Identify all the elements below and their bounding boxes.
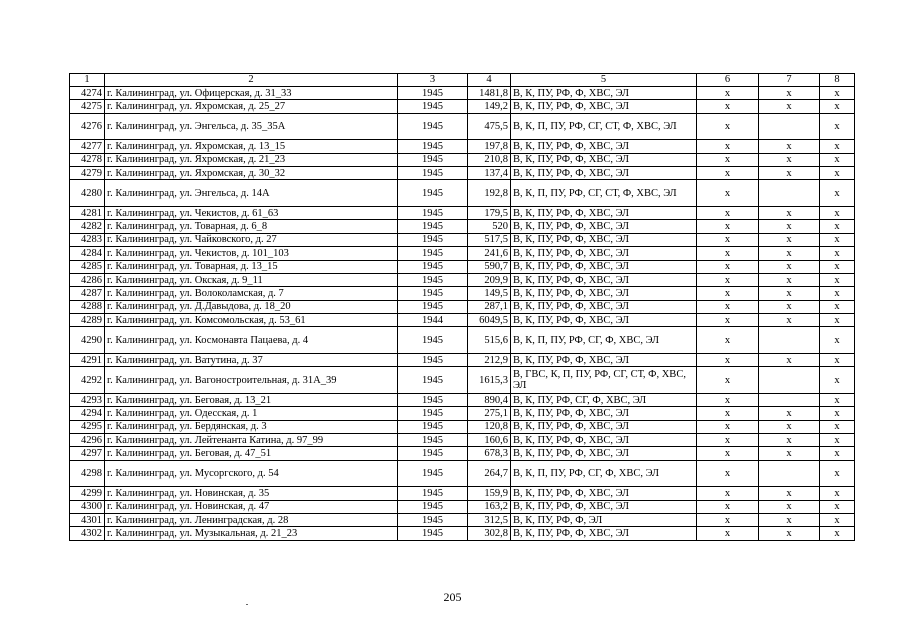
col7-mark-cell: x (759, 247, 820, 260)
row-number-cell: 4291 (70, 353, 105, 366)
col8-mark-cell: x (820, 273, 855, 286)
col8-mark-cell: x (820, 220, 855, 233)
table-row (70, 220, 855, 233)
table-row (70, 287, 855, 300)
col6-mark-cell: x (697, 353, 759, 366)
col7-mark-cell: x (759, 87, 820, 100)
col7-mark-cell (759, 180, 820, 207)
col6-mark-cell: x (697, 247, 759, 260)
col7-mark-cell: x (759, 487, 820, 500)
systems-cell: В, К, ПУ, РФ, Ф, ХВС, ЭЛ (511, 434, 697, 447)
scan-speck (246, 604, 248, 605)
header-cell: 4 (468, 74, 511, 87)
col6-mark-cell: x (697, 87, 759, 100)
address-cell: г. Калининград, ул. Яхромская, д. 25_27 (105, 100, 398, 113)
col7-mark-cell: x (759, 287, 820, 300)
systems-cell: В, К, ПУ, РФ, Ф, ХВС, ЭЛ (511, 140, 697, 153)
table-row (70, 206, 855, 219)
systems-cell: В, К, ПУ, РФ, Ф, ХВС, ЭЛ (511, 220, 697, 233)
table-row (70, 100, 855, 113)
row-number-cell: 4275 (70, 100, 105, 113)
col6-mark-cell: x (697, 153, 759, 166)
col8-mark-cell: x (820, 153, 855, 166)
col8-mark-cell: x (820, 233, 855, 246)
table-row (70, 233, 855, 246)
table-row (70, 500, 855, 513)
address-cell: г. Калининград, ул. Чайковского, д. 27 (105, 233, 398, 246)
row-number-cell: 4299 (70, 487, 105, 500)
area-cell: 179,5 (468, 206, 511, 219)
area-cell: 149,2 (468, 100, 511, 113)
address-cell: г. Калининград, ул. Энгельса, д. 35_35А (105, 113, 398, 140)
year-cell: 1945 (398, 393, 468, 406)
systems-cell: В, К, ПУ, РФ, Ф, ХВС, ЭЛ (511, 167, 697, 180)
table-row (70, 447, 855, 460)
address-cell: г. Калининград, ул. Мусоргского, д. 54 (105, 460, 398, 487)
systems-cell: В, К, ПУ, РФ, Ф, ХВС, ЭЛ (511, 314, 697, 327)
year-cell: 1945 (398, 527, 468, 540)
area-cell: 163,2 (468, 500, 511, 513)
address-cell: г. Калининград, ул. Окская, д. 9_11 (105, 273, 398, 286)
col7-mark-cell: x (759, 100, 820, 113)
table-row (70, 314, 855, 327)
row-number-cell: 4289 (70, 314, 105, 327)
col8-mark-cell: x (820, 113, 855, 140)
col8-mark-cell: x (820, 100, 855, 113)
address-cell: г. Калининград, ул. Ватутина, д. 37 (105, 353, 398, 366)
col6-mark-cell: x (697, 180, 759, 207)
address-cell: г. Калининград, ул. Товарная, д. 13_15 (105, 260, 398, 273)
table-body (70, 87, 855, 541)
col8-mark-cell: x (820, 487, 855, 500)
systems-cell: В, К, ПУ, РФ, Ф, ХВС, ЭЛ (511, 500, 697, 513)
year-cell: 1945 (398, 287, 468, 300)
year-cell: 1945 (398, 167, 468, 180)
row-number-cell: 4295 (70, 420, 105, 433)
row-number-cell: 4287 (70, 287, 105, 300)
header-cell: 8 (820, 74, 855, 87)
row-number-cell: 4281 (70, 206, 105, 219)
systems-cell: В, К, П, ПУ, РФ, СГ, Ф, ХВС, ЭЛ (511, 327, 697, 354)
area-cell: 312,5 (468, 514, 511, 527)
col6-mark-cell: x (697, 527, 759, 540)
col6-mark-cell: x (697, 447, 759, 460)
col6-mark-cell: x (697, 300, 759, 313)
area-cell: 197,8 (468, 140, 511, 153)
col6-mark-cell: x (697, 314, 759, 327)
col8-mark-cell: x (820, 180, 855, 207)
col6-mark-cell: x (697, 407, 759, 420)
col8-mark-cell: x (820, 460, 855, 487)
systems-cell: В, К, ПУ, РФ, СГ, Ф, ХВС, ЭЛ (511, 393, 697, 406)
area-cell: 264,7 (468, 460, 511, 487)
address-cell: г. Калининград, ул. Д.Давыдова, д. 18_20 (105, 300, 398, 313)
col8-mark-cell: x (820, 353, 855, 366)
year-cell: 1945 (398, 460, 468, 487)
systems-cell: В, К, ПУ, РФ, Ф, ХВС, ЭЛ (511, 407, 697, 420)
address-cell: г. Калининград, ул. Беговая, д. 47_51 (105, 447, 398, 460)
col6-mark-cell: x (697, 233, 759, 246)
header-cell: 2 (105, 74, 398, 87)
col8-mark-cell: x (820, 287, 855, 300)
area-cell: 890,4 (468, 393, 511, 406)
area-cell: 1481,8 (468, 87, 511, 100)
area-cell: 515,6 (468, 327, 511, 354)
address-cell: г. Калининград, ул. Бердянская, д. 3 (105, 420, 398, 433)
area-cell: 209,9 (468, 273, 511, 286)
header-cell: 1 (70, 74, 105, 87)
table-row (70, 353, 855, 366)
area-cell: 475,5 (468, 113, 511, 140)
row-number-cell: 4301 (70, 514, 105, 527)
col8-mark-cell: x (820, 140, 855, 153)
col7-mark-cell: x (759, 500, 820, 513)
address-cell: г. Калининград, ул. Новинская, д. 47 (105, 500, 398, 513)
col6-mark-cell: x (697, 260, 759, 273)
col6-mark-cell: x (697, 220, 759, 233)
year-cell: 1945 (398, 206, 468, 219)
systems-cell: В, К, ПУ, РФ, Ф, ХВС, ЭЛ (511, 233, 697, 246)
year-cell: 1945 (398, 247, 468, 260)
systems-cell: В, К, ПУ, РФ, Ф, ХВС, ЭЛ (511, 353, 697, 366)
row-number-cell: 4279 (70, 167, 105, 180)
table-row (70, 300, 855, 313)
col7-mark-cell (759, 393, 820, 406)
systems-cell: В, К, П, ПУ, РФ, СГ, СТ, Ф, ХВС, ЭЛ (511, 113, 697, 140)
year-cell: 1945 (398, 233, 468, 246)
page-number: 205 (443, 590, 462, 604)
year-cell: 1945 (398, 220, 468, 233)
address-cell: г. Калининград, ул. Космонавта Пацаева, д. 4 (105, 327, 398, 354)
row-number-cell: 4277 (70, 140, 105, 153)
col7-mark-cell (759, 113, 820, 140)
systems-cell: В, К, ПУ, РФ, Ф, ХВС, ЭЛ (511, 487, 697, 500)
year-cell: 1944 (398, 314, 468, 327)
col7-mark-cell: x (759, 300, 820, 313)
col7-mark-cell: x (759, 434, 820, 447)
systems-cell: В, К, ПУ, РФ, Ф, ХВС, ЭЛ (511, 206, 697, 219)
row-number-cell: 4298 (70, 460, 105, 487)
col8-mark-cell: x (820, 314, 855, 327)
address-cell: г. Калининград, ул. Музыкальная, д. 21_23 (105, 527, 398, 540)
address-cell: г. Калининград, ул. Ленинградская, д. 28 (105, 514, 398, 527)
col7-mark-cell: x (759, 353, 820, 366)
address-cell: г. Калининград, ул. Чекистов, д. 101_103 (105, 247, 398, 260)
row-number-cell: 4274 (70, 87, 105, 100)
systems-cell: В, К, ПУ, РФ, Ф, ХВС, ЭЛ (511, 420, 697, 433)
year-cell: 1945 (398, 273, 468, 286)
header-cell: 5 (511, 74, 697, 87)
col7-mark-cell: x (759, 314, 820, 327)
col6-mark-cell: x (697, 434, 759, 447)
area-cell: 275,1 (468, 407, 511, 420)
table-row (70, 527, 855, 540)
col6-mark-cell: x (697, 206, 759, 219)
col6-mark-cell: x (697, 487, 759, 500)
col8-mark-cell: x (820, 247, 855, 260)
systems-cell: В, К, ПУ, РФ, Ф, ХВС, ЭЛ (511, 287, 697, 300)
col6-mark-cell: x (697, 460, 759, 487)
col7-mark-cell: x (759, 220, 820, 233)
row-number-cell: 4286 (70, 273, 105, 286)
col6-mark-cell: x (697, 113, 759, 140)
systems-cell: В, К, ПУ, РФ, Ф, ХВС, ЭЛ (511, 447, 697, 460)
col8-mark-cell: x (820, 407, 855, 420)
row-number-cell: 4297 (70, 447, 105, 460)
header-cell: 3 (398, 74, 468, 87)
row-number-cell: 4280 (70, 180, 105, 207)
area-cell: 192,8 (468, 180, 511, 207)
col6-mark-cell: x (697, 100, 759, 113)
address-cell: г. Калининград, ул. Чекистов, д. 61_63 (105, 206, 398, 219)
col6-mark-cell: x (697, 514, 759, 527)
row-number-cell: 4283 (70, 233, 105, 246)
year-cell: 1945 (398, 420, 468, 433)
col8-mark-cell: x (820, 206, 855, 219)
address-cell: г. Калининград, ул. Лейтенанта Катина, д. 97_99 (105, 434, 398, 447)
area-cell: 302,8 (468, 527, 511, 540)
buildings-table (69, 73, 855, 541)
col7-mark-cell: x (759, 407, 820, 420)
address-cell: г. Калининград, ул. Волоколамская, д. 7 (105, 287, 398, 300)
col7-mark-cell: x (759, 514, 820, 527)
col7-mark-cell: x (759, 273, 820, 286)
table-row (70, 140, 855, 153)
row-number-cell: 4300 (70, 500, 105, 513)
year-cell: 1945 (398, 434, 468, 447)
address-cell: г. Калининград, ул. Яхромская, д. 21_23 (105, 153, 398, 166)
address-cell: г. Калининград, ул. Энгельса, д. 14А (105, 180, 398, 207)
year-cell: 1945 (398, 353, 468, 366)
area-cell: 137,4 (468, 167, 511, 180)
systems-cell: В, ГВС, К, П, ПУ, РФ, СГ, СТ, Ф, ХВС, ЭЛ (511, 367, 697, 394)
table-row (70, 514, 855, 527)
systems-cell: В, К, ПУ, РФ, Ф, ХВС, ЭЛ (511, 153, 697, 166)
area-cell: 149,5 (468, 287, 511, 300)
table-row (70, 113, 855, 140)
col6-mark-cell: x (697, 327, 759, 354)
area-cell: 1615,3 (468, 367, 511, 394)
row-number-cell: 4278 (70, 153, 105, 166)
area-cell: 241,6 (468, 247, 511, 260)
row-number-cell: 4294 (70, 407, 105, 420)
area-cell: 160,6 (468, 434, 511, 447)
year-cell: 1945 (398, 367, 468, 394)
address-cell: г. Калининград, ул. Офицерская, д. 31_33 (105, 87, 398, 100)
header-cell: 6 (697, 74, 759, 87)
systems-cell: В, К, ПУ, РФ, Ф, ХВС, ЭЛ (511, 100, 697, 113)
area-cell: 210,8 (468, 153, 511, 166)
table-row (70, 367, 855, 394)
address-cell: г. Калининград, ул. Товарная, д. 6_8 (105, 220, 398, 233)
table-row (70, 167, 855, 180)
row-number-cell: 4282 (70, 220, 105, 233)
col7-mark-cell (759, 367, 820, 394)
col7-mark-cell: x (759, 420, 820, 433)
col6-mark-cell: x (697, 393, 759, 406)
table-row (70, 407, 855, 420)
col8-mark-cell: x (820, 167, 855, 180)
year-cell: 1945 (398, 180, 468, 207)
table-row (70, 420, 855, 433)
col8-mark-cell: x (820, 434, 855, 447)
area-cell: 520 (468, 220, 511, 233)
col6-mark-cell: x (697, 420, 759, 433)
systems-cell: В, К, ПУ, РФ, Ф, ЭЛ (511, 514, 697, 527)
col7-mark-cell: x (759, 167, 820, 180)
table-row (70, 327, 855, 354)
area-cell: 212,9 (468, 353, 511, 366)
year-cell: 1945 (398, 140, 468, 153)
systems-cell: В, К, ПУ, РФ, Ф, ХВС, ЭЛ (511, 247, 697, 260)
area-cell: 159,9 (468, 487, 511, 500)
row-number-cell: 4284 (70, 247, 105, 260)
year-cell: 1945 (398, 153, 468, 166)
col8-mark-cell: x (820, 527, 855, 540)
row-number-cell: 4293 (70, 393, 105, 406)
table-row (70, 434, 855, 447)
address-cell: г. Калининград, ул. Беговая, д. 13_21 (105, 393, 398, 406)
year-cell: 1945 (398, 407, 468, 420)
col8-mark-cell: x (820, 327, 855, 354)
col6-mark-cell: x (697, 367, 759, 394)
col7-mark-cell: x (759, 206, 820, 219)
col8-mark-cell: x (820, 87, 855, 100)
area-cell: 287,1 (468, 300, 511, 313)
year-cell: 1945 (398, 327, 468, 354)
col8-mark-cell: x (820, 300, 855, 313)
col8-mark-cell: x (820, 367, 855, 394)
year-cell: 1945 (398, 447, 468, 460)
table-row (70, 487, 855, 500)
systems-cell: В, К, ПУ, РФ, Ф, ХВС, ЭЛ (511, 87, 697, 100)
col6-mark-cell: x (697, 273, 759, 286)
address-cell: г. Калининград, ул. Яхромская, д. 30_32 (105, 167, 398, 180)
col7-mark-cell: x (759, 140, 820, 153)
address-cell: г. Калининград, ул. Одесская, д. 1 (105, 407, 398, 420)
table-row (70, 180, 855, 207)
col7-mark-cell: x (759, 233, 820, 246)
col8-mark-cell: x (820, 500, 855, 513)
table-row (70, 273, 855, 286)
table-row (70, 247, 855, 260)
address-cell: г. Калининград, ул. Комсомольская, д. 53_61 (105, 314, 398, 327)
year-cell: 1945 (398, 514, 468, 527)
document-sheet (69, 73, 854, 541)
area-cell: 6049,5 (468, 314, 511, 327)
area-cell: 590,7 (468, 260, 511, 273)
address-cell: г. Калининград, ул. Яхромская, д. 13_15 (105, 140, 398, 153)
col8-mark-cell: x (820, 447, 855, 460)
col6-mark-cell: x (697, 167, 759, 180)
col7-mark-cell: x (759, 447, 820, 460)
address-cell: г. Калининград, ул. Новинская, д. 35 (105, 487, 398, 500)
systems-cell: В, К, ПУ, РФ, Ф, ХВС, ЭЛ (511, 527, 697, 540)
systems-cell: В, К, П, ПУ, РФ, СГ, СТ, Ф, ХВС, ЭЛ (511, 180, 697, 207)
table-row (70, 393, 855, 406)
address-cell: г. Калининград, ул. Вагоностроительная, д. 31А_39 (105, 367, 398, 394)
year-cell: 1945 (398, 87, 468, 100)
row-number-cell: 4285 (70, 260, 105, 273)
area-cell: 120,8 (468, 420, 511, 433)
row-number-cell: 4288 (70, 300, 105, 313)
col7-mark-cell (759, 460, 820, 487)
area-cell: 678,3 (468, 447, 511, 460)
year-cell: 1945 (398, 100, 468, 113)
header-row (70, 74, 855, 87)
row-number-cell: 4290 (70, 327, 105, 354)
col7-mark-cell (759, 327, 820, 354)
row-number-cell: 4296 (70, 434, 105, 447)
row-number-cell: 4302 (70, 527, 105, 540)
col8-mark-cell: x (820, 393, 855, 406)
col6-mark-cell: x (697, 287, 759, 300)
year-cell: 1945 (398, 260, 468, 273)
systems-cell: В, К, ПУ, РФ, Ф, ХВС, ЭЛ (511, 273, 697, 286)
year-cell: 1945 (398, 487, 468, 500)
col8-mark-cell: x (820, 260, 855, 273)
year-cell: 1945 (398, 113, 468, 140)
year-cell: 1945 (398, 500, 468, 513)
table-row (70, 87, 855, 100)
table-row (70, 153, 855, 166)
table-row (70, 460, 855, 487)
systems-cell: В, К, П, ПУ, РФ, СГ, Ф, ХВС, ЭЛ (511, 460, 697, 487)
systems-cell: В, К, ПУ, РФ, Ф, ХВС, ЭЛ (511, 300, 697, 313)
col6-mark-cell: x (697, 140, 759, 153)
row-number-cell: 4292 (70, 367, 105, 394)
systems-cell: В, К, ПУ, РФ, Ф, ХВС, ЭЛ (511, 260, 697, 273)
col6-mark-cell: x (697, 500, 759, 513)
row-number-cell: 4276 (70, 113, 105, 140)
col7-mark-cell: x (759, 260, 820, 273)
col8-mark-cell: x (820, 420, 855, 433)
header-cell: 7 (759, 74, 820, 87)
col8-mark-cell: x (820, 514, 855, 527)
col7-mark-cell: x (759, 153, 820, 166)
table-row (70, 260, 855, 273)
col7-mark-cell: x (759, 527, 820, 540)
area-cell: 517,5 (468, 233, 511, 246)
year-cell: 1945 (398, 300, 468, 313)
